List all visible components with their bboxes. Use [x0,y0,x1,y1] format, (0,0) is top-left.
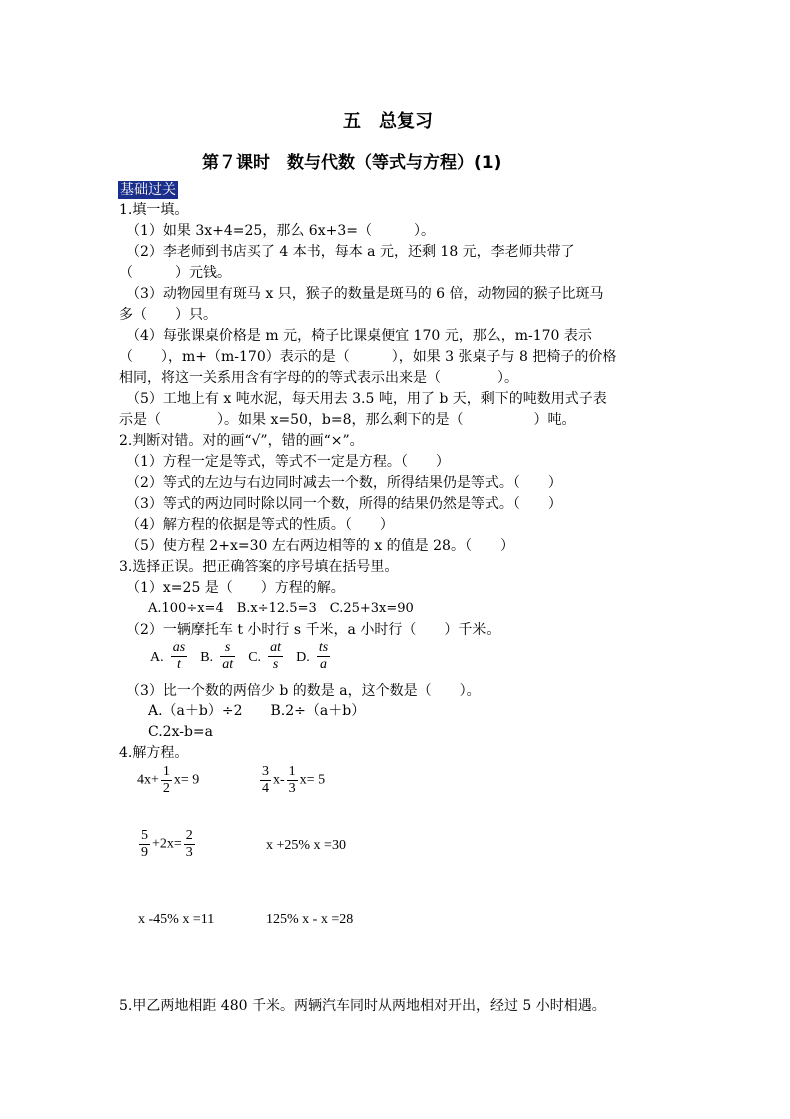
equation-3 [137,828,197,861]
numerator: ts [318,640,329,655]
denominator: t [177,657,181,672]
equation-part: x= 5 [299,772,326,788]
q1-item-1: （1）如果 3x+4=25，那么 6x+3=（ ）。 [126,223,435,239]
denominator: a [320,657,327,672]
q3-item-3-option-c: C.2x-b=a [148,724,213,740]
fraction-two-thirds [184,828,195,861]
q1-item-2: （2）李老师到书店买了 4 本书，每本 a 元，还剩 18 元，李老师共带了 [126,244,575,260]
option-b-label: B. [200,650,214,665]
q3-item-1: （1）x=25 是（ ）方程的解。 [126,580,345,596]
q1-item-4-cont2: 相同，将这一关系用含有字母的的等式表示出来是（ ）。 [119,370,518,386]
denominator: at [222,657,234,672]
fraction-five-ninths [139,828,150,861]
equation-part: 4x+ [137,772,159,788]
q1-item-2-cont: （ ）元钱。 [119,265,231,281]
q3-item-3-options-ab: A.（a＋b）÷2 B.2÷（a＋b） [148,703,366,719]
numerator: 3 [262,764,269,779]
q2-item-3: （3）等式的两边同时除以同一个数，所得的结果仍然是等式。（ ） [126,496,562,512]
q4-heading: 4.解方程。 [119,745,189,761]
fraction-as-over-t [171,640,187,673]
q2-item-5: （5）使方程 2+x=30 左右两边相等的 x 的值是 28。（ ） [126,538,514,554]
q3-item-2: （2）一辆摩托车 t 小时行 s 千米，a 小时行（ ）千米。 [126,622,501,638]
numerator: 5 [141,828,148,843]
q3-item-3: （3）比一个数的两倍少 b 的数是 a，这个数是（ ）。 [126,683,481,699]
option-c-label: C. [248,650,262,665]
q3-item-2-options [150,640,332,673]
denominator: 3 [185,845,193,860]
q2-item-2: （2）等式的左边与右边同时减去一个数，所得结果仍是等式。（ ） [126,475,562,491]
equation-part: x- [273,772,285,788]
lesson-subtitle: 第７课时 数与代数（等式与方程）(1) [202,153,502,173]
numerator: 1 [288,764,296,779]
equation-part: x= 9 [173,772,200,788]
q5-heading: 5.甲乙两地相距 480 千米。两辆汽车同时从两地相对开出，经过 5 小时相遇。 [119,998,606,1014]
page-title: 五 总复习 [343,111,433,132]
fraction-three-quarters [260,764,271,797]
denominator: 9 [141,845,148,860]
q1-item-4-cont: （ ），m+（m-170）表示的是（ ），如果 3 张桌子与 8 把椅子的价格 [119,349,617,365]
equation-1 [137,764,199,797]
option-d-label: D. [296,650,310,665]
fraction-at-over-s [268,640,283,673]
equation-2 [258,764,325,797]
fraction-one-half [161,764,172,797]
equation-part: +2x= [152,836,182,852]
section-badge: 基础过关 [120,182,176,198]
equation-6: 125% x - x =28 [266,912,354,927]
option-a-label: A. [150,650,164,665]
denominator: s [272,657,279,672]
fraction-ts-over-a [317,640,330,673]
q1-heading: 1.填一填。 [119,202,189,218]
q3-item-1-options: A.100÷x=4 B.x÷12.5=3 C.25+3x=90 [148,601,414,616]
q1-item-3-cont: 多（ ）只。 [119,307,217,323]
q1-item-4: （4）每张课桌价格是 m 元，椅子比课桌便宜 170 元，那么，m-170 表示 [126,328,592,344]
numerator: at [270,640,282,655]
fraction-one-third [287,764,298,797]
q1-item-5-cont: 示是（ ）。如果 x=50，b=8，那么剩下的是（ ）吨。 [119,412,576,428]
q1-item-5: （5）工地上有 x 吨水泥，每天用去 3.5 吨，用了 b 天，剩下的吨数用式子表 [126,391,607,407]
equation-4: x +25% x =30 [266,838,346,853]
fraction-s-over-at [220,640,235,673]
q2-heading: 2.判断对错。对的画“√”，错的画“×”。 [119,433,364,449]
numerator: as [172,640,186,655]
denominator: 2 [162,781,170,796]
q3-heading: 3.选择正误。把正确答案的序号填在括号里。 [119,559,399,575]
q2-item-1: （1）方程一定是等式，等式不一定是方程。（ ） [126,454,450,470]
numerator: 2 [185,828,193,843]
q1-item-3: （3）动物园里有斑马 x 只，猴子的数量是斑马的 6 倍，动物园的猴子比斑马 [126,286,604,302]
numerator: 1 [162,764,170,779]
denominator: 3 [288,781,296,796]
numerator: s [220,640,235,657]
q2-item-4: （4）解方程的依据是等式的性质。（ ） [126,517,394,533]
equation-5: x -45% x =11 [138,912,215,927]
denominator: 4 [262,781,269,796]
